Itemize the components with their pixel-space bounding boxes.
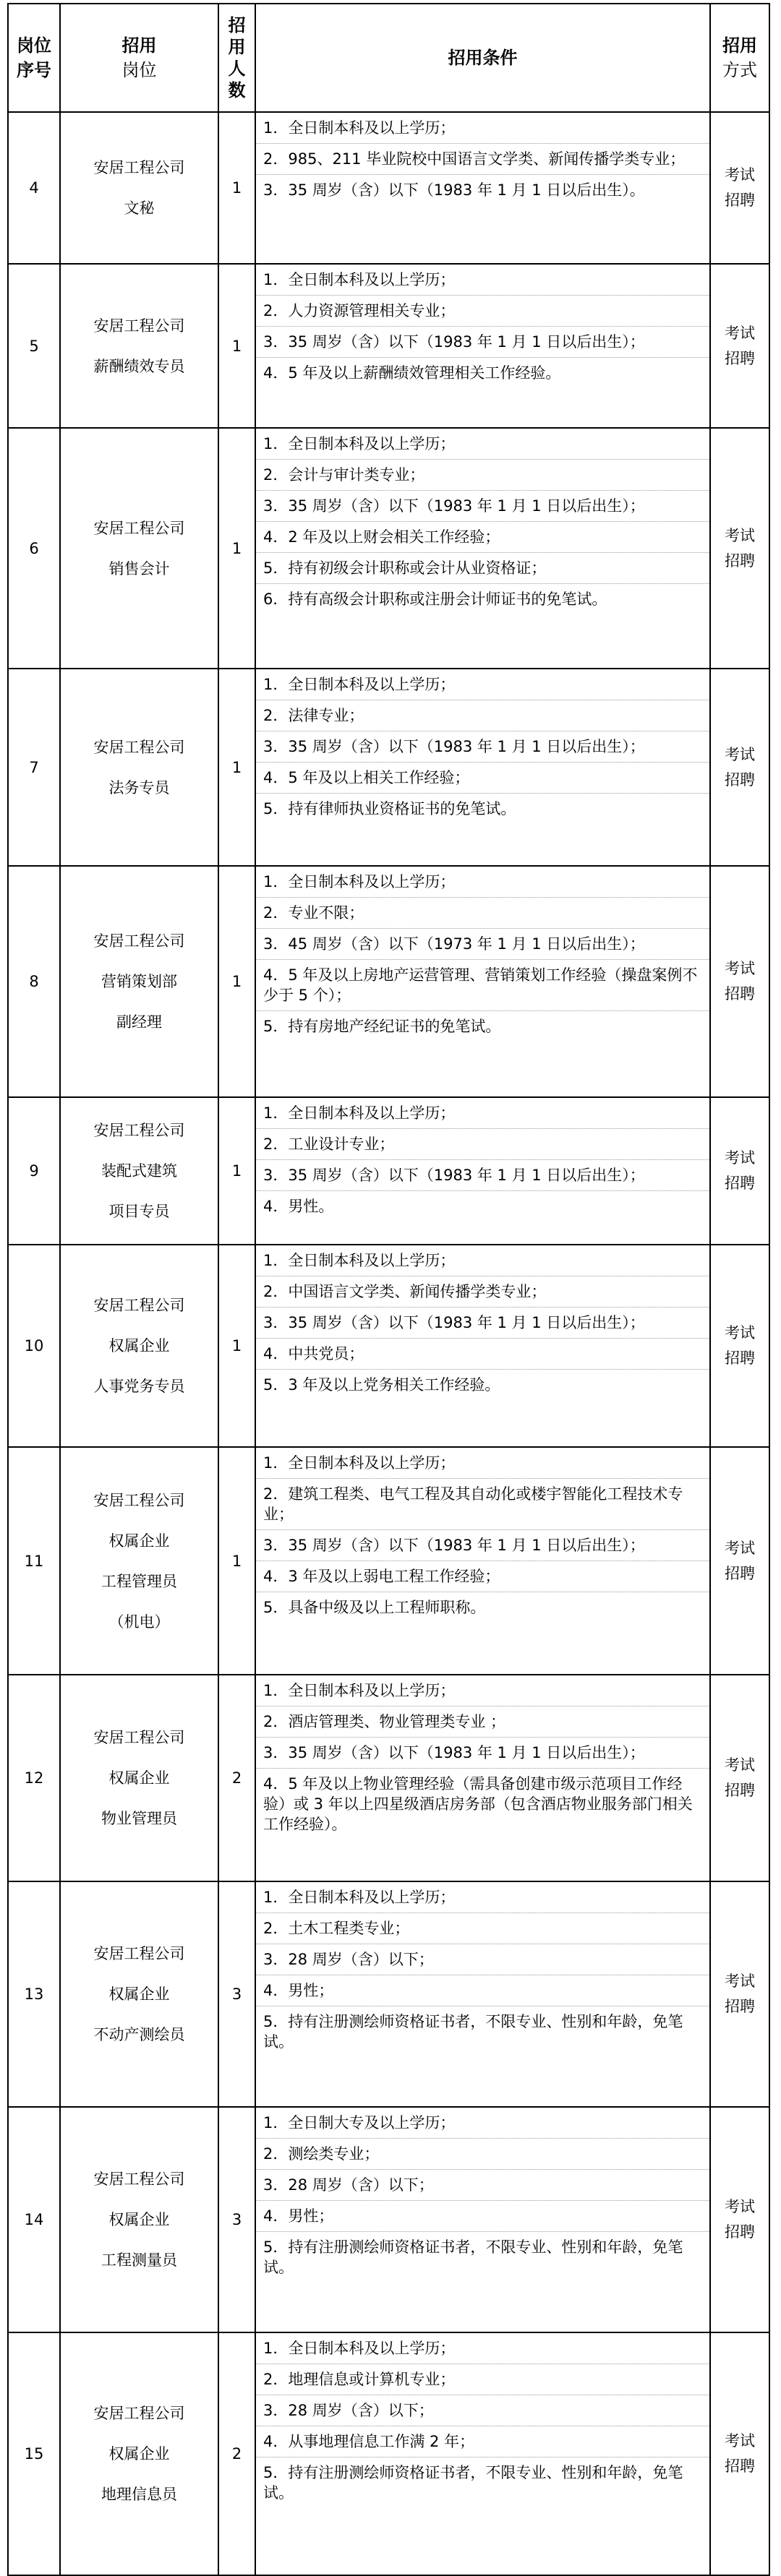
position-name: [60, 1245, 218, 1447]
conditions: [255, 2107, 710, 2332]
position-name-line: 安居工程公司: [93, 2405, 185, 2422]
position-name-line: 安居工程公司: [93, 159, 185, 176]
position-name-line: 权属企业: [108, 1985, 170, 2003]
hire-count: 1: [218, 866, 255, 1097]
position-no: 7: [8, 669, 60, 866]
hire-count: 2: [218, 1675, 255, 1881]
condition-item: 5．持有房地产经纪证书的免笔试。: [263, 1018, 501, 1035]
position-name-line: 安居工程公司: [93, 1729, 185, 1746]
position-no: 9: [8, 1097, 60, 1245]
condition-item: 3．28 周岁（含）以下；: [256, 2395, 709, 2426]
hire-count: 2: [218, 2332, 255, 2575]
conditions: [255, 669, 710, 866]
recruit-method-line: 招聘: [725, 551, 755, 570]
condition-item: 4．5 年及以上房地产运营管理、营销策划工作经验（操盘案例不少于 5 个）；: [256, 960, 709, 1011]
condition-item: 3．45 周岁（含）以下（1973 年 1 月 1 日以后出生）；: [256, 929, 709, 960]
position-name-line: 营销策划部: [101, 973, 177, 990]
recruit-method-line: 招聘: [725, 1175, 755, 1192]
recruit-method-line: 考试: [725, 1539, 755, 1557]
position-no: 10: [8, 1245, 60, 1447]
position-name-line: 安居工程公司: [93, 519, 185, 537]
position-name-line: 安居工程公司: [93, 1122, 185, 1139]
condition-item: 5．具备中级及以上工程师职称。: [263, 1599, 486, 1616]
table-row: [8, 1245, 769, 1447]
condition-item: 4．男性；: [256, 1975, 709, 2006]
hire-count: 3: [218, 1881, 255, 2107]
condition-item: 3．28 周岁（含）以下；: [256, 1944, 709, 1975]
position-no: 8: [8, 866, 60, 1097]
condition-item: 2．中国语言文学类、新闻传播学类专业；: [256, 1276, 709, 1308]
condition-item: 1．全日制大专及以上学历；: [256, 2108, 709, 2139]
position-name-line: 法务专员: [108, 778, 170, 797]
recruit-method-line: 招聘: [725, 2457, 755, 2475]
hire-count: 1: [218, 428, 255, 669]
condition-item: 3．35 周岁（含）以下（1983 年 1 月 1 日以后出生）；: [256, 327, 709, 358]
table-row: [8, 669, 769, 866]
recruit-method-line: 考试: [725, 1972, 755, 1990]
header-conditions: 招用条件: [255, 4, 710, 112]
recruit-method-line: 考试: [725, 324, 755, 342]
condition-item: 5．持有律师执业资格证书的免笔试。: [263, 800, 516, 817]
position-no: 5: [8, 264, 60, 428]
recruit-method-line: 招聘: [725, 1998, 755, 2015]
recruit-method-line: 招聘: [725, 2223, 755, 2241]
recruit-method-line: 招聘: [725, 1782, 755, 1799]
recruit-method: [710, 1447, 769, 1675]
conditions: [255, 428, 710, 669]
condition-item: 3．35 周岁（含）以下（1983 年 1 月 1 日以后出生）；: [256, 491, 709, 522]
hire-count: 1: [218, 1097, 255, 1245]
hire-count: 1: [218, 669, 255, 866]
conditions: [255, 112, 710, 264]
condition-item: 3．35 周岁（含）以下（1983 年 1 月 1 日以后出生）；: [256, 1160, 709, 1191]
recruit-method-line: 考试: [725, 1149, 755, 1167]
conditions: [255, 1881, 710, 2107]
condition-item: 2．法律专业；: [256, 700, 709, 731]
condition-item: 2．专业不限；: [256, 898, 709, 929]
table-row: [8, 112, 769, 264]
conditions: [255, 866, 710, 1097]
position-name: [60, 1097, 218, 1245]
position-no: 15: [8, 2332, 60, 2575]
header-method: 招用 方式: [710, 4, 769, 112]
condition-item: 4．2 年及以上财会相关工作经验；: [256, 522, 709, 553]
position-name: [60, 669, 218, 866]
position-name-line: 安居工程公司: [93, 1297, 185, 1314]
position-name: [60, 866, 218, 1097]
condition-item: 4．从事地理信息工作满 2 年；: [256, 2426, 709, 2457]
condition-item: 2．酒店管理类、物业管理类专业 ；: [256, 1706, 709, 1738]
position-name: [60, 1881, 218, 2107]
recruit-method: [710, 1675, 769, 1881]
recruit-method: [710, 112, 769, 264]
table-row: [8, 2332, 769, 2575]
position-name-line: 安居工程公司: [93, 738, 185, 756]
condition-item: 5．持有初级会计职称或会计从业资格证；: [256, 553, 709, 584]
recruit-method: [710, 428, 769, 669]
position-name: [60, 2332, 218, 2575]
condition-item: 1．全日制本科及以上学历；: [256, 113, 709, 144]
condition-item: 4．5 年及以上相关工作经验；: [256, 763, 709, 794]
conditions: [255, 1447, 710, 1675]
condition-item: 1．全日制本科及以上学历；: [256, 1882, 709, 1913]
table-row: [8, 1097, 769, 1245]
condition-item: 4．男性。: [263, 1198, 334, 1215]
condition-item: 1．全日制本科及以上学历；: [256, 429, 709, 460]
recruit-method: [710, 1097, 769, 1245]
conditions: [255, 2332, 710, 2575]
position-no: 13: [8, 1881, 60, 2107]
condition-item: 1．全日制本科及以上学历；: [256, 265, 709, 296]
condition-item: 1．全日制本科及以上学历；: [256, 2333, 709, 2364]
conditions: [255, 264, 710, 428]
position-name-line: 装配式建筑: [101, 1162, 177, 1180]
condition-item: 6．持有高级会计职称或注册会计师证书的免笔试。: [263, 591, 607, 608]
position-name-line: 安居工程公司: [93, 2171, 185, 2188]
header-count: 招 用 人 数: [218, 4, 255, 112]
recruit-method-line: 考试: [725, 745, 755, 763]
hire-count: 1: [218, 1447, 255, 1675]
conditions: [255, 1675, 710, 1881]
position-name-line: （机电）: [108, 1613, 170, 1631]
condition-item: 4．3 年及以上弱电工程工作经验；: [256, 1561, 709, 1592]
condition-item: 1．全日制本科及以上学历；: [256, 1675, 709, 1706]
condition-item: 2．985、211 毕业院校中国语言文学类、新闻传播学类专业；: [256, 144, 709, 175]
recruit-method-line: 考试: [725, 526, 755, 544]
table-row: [8, 1675, 769, 1881]
position-name-line: 销售会计: [108, 559, 170, 578]
position-name: [60, 112, 218, 264]
header-position-no: 岗位 序号: [8, 4, 60, 112]
condition-item: 5．3 年及以上党务相关工作经验。: [263, 1376, 500, 1394]
condition-item: 4．5 年及以上薪酬绩效管理相关工作经验。: [263, 364, 561, 382]
position-name-line: 安居工程公司: [93, 932, 185, 950]
conditions: [255, 1245, 710, 1447]
condition-item: 1．全日制本科及以上学历；: [256, 1448, 709, 1479]
condition-item: 3．35 周岁（含）以下（1983 年 1 月 1 日以后出生）；: [256, 1530, 709, 1561]
position-name-line: 权属企业: [108, 1337, 170, 1354]
position-no: 6: [8, 428, 60, 669]
position-name-line: 人事党务专员: [93, 1378, 185, 1395]
recruit-method-line: 考试: [725, 1756, 755, 1774]
condition-item: 3．35 周岁（含）以下（1983 年 1 月 1 日以后出生）；: [256, 1738, 709, 1769]
position-name: [60, 264, 218, 428]
table-row: [8, 264, 769, 428]
recruit-method: [710, 2107, 769, 2332]
position-name-line: 工程测量员: [101, 2251, 177, 2269]
condition-item: 3．35 周岁（含）以下（1983 年 1 月 1 日以后出生）；: [256, 1308, 709, 1339]
recruit-method: [710, 264, 769, 428]
position-no: 12: [8, 1675, 60, 1881]
table-row: [8, 866, 769, 1097]
position-name-line: 文秘: [124, 199, 155, 217]
recruit-method-line: 考试: [725, 960, 755, 977]
recruit-method: [710, 2332, 769, 2575]
recruit-method-line: 招聘: [725, 349, 755, 367]
recruit-method-line: 招聘: [725, 1564, 755, 1582]
position-name: [60, 428, 218, 669]
hire-count: 1: [218, 112, 255, 264]
condition-item: 1．全日制本科及以上学历；: [256, 1245, 709, 1276]
condition-item: 2．工业设计专业；: [256, 1129, 709, 1160]
position-no: 4: [8, 112, 60, 264]
condition-item: 2．测绘类专业；: [256, 2139, 709, 2170]
recruit-method: [710, 1245, 769, 1447]
position-name: [60, 2107, 218, 2332]
conditions: [255, 1097, 710, 1245]
position-name-line: 地理信息员: [101, 2486, 177, 2503]
position-name-line: 项目专员: [108, 1203, 170, 1220]
condition-item: 4．5 年及以上物业管理经验（需具备创建市级示范项目工作经验）或 3 年以上四星级酒店房务部（包含酒店物业服务部门相关工作经验）。: [263, 1775, 693, 1833]
recruit-method-line: 招聘: [725, 1349, 755, 1367]
recruit-method-line: 招聘: [725, 192, 755, 209]
condition-item: 3．28 周岁（含）以下；: [256, 2170, 709, 2201]
table-row: [8, 2107, 769, 2332]
recruit-method-line: 考试: [725, 2432, 755, 2450]
recruit-method-line: 招聘: [725, 985, 755, 1003]
condition-item: 1．全日制本科及以上学历；: [256, 669, 709, 700]
condition-item: 5．持有注册测绘师资格证书者，不限专业、性别和年龄，免笔试。: [263, 2464, 683, 2502]
position-name-line: 工程管理员: [101, 1572, 177, 1590]
hire-count: 3: [218, 2107, 255, 2332]
position-name-line: 安居工程公司: [93, 1491, 185, 1509]
table-row: [8, 428, 769, 669]
position-name-line: 安居工程公司: [93, 1945, 185, 1962]
recruit-method: [710, 866, 769, 1097]
recruitment-table: [7, 3, 770, 2576]
header-position: 招用 岗位: [60, 4, 218, 112]
position-no: 14: [8, 2107, 60, 2332]
position-no: 11: [8, 1447, 60, 1675]
condition-item: 1．全日制本科及以上学历；: [256, 867, 709, 898]
condition-item: 3．35 周岁（含）以下（1983 年 1 月 1 日以后出生）；: [256, 731, 709, 763]
position-name-line: 不动产测绘员: [93, 2026, 185, 2043]
recruit-method-line: 考试: [725, 166, 755, 184]
table-row: [8, 1447, 769, 1675]
condition-item: 5．持有注册测绘师资格证书者，不限专业、性别和年龄，免笔试。: [263, 2013, 683, 2051]
recruit-method-line: 招聘: [725, 770, 755, 789]
condition-item: 3．35 周岁（含）以下（1983 年 1 月 1 日以后出生）。: [263, 181, 645, 199]
condition-item: 5．持有注册测绘师资格证书者，不限专业、性别和年龄，免笔试。: [263, 2238, 683, 2276]
hire-count: 1: [218, 1245, 255, 1447]
recruit-method-line: 考试: [725, 2198, 755, 2215]
position-name-line: 权属企业: [108, 2211, 170, 2228]
condition-item: 4．男性；: [256, 2201, 709, 2232]
recruit-method: [710, 669, 769, 866]
position-name-line: 权属企业: [108, 1769, 170, 1787]
position-name-line: 副经理: [116, 1013, 162, 1031]
position-name-line: 安居工程公司: [93, 317, 185, 335]
position-name-line: 物业管理员: [101, 1810, 177, 1827]
condition-item: 2．地理信息或计算机专业；: [256, 2364, 709, 2395]
position-name: [60, 1675, 218, 1881]
condition-item: 2．土木工程类专业；: [256, 1913, 709, 1944]
position-name-line: 权属企业: [108, 2445, 170, 2463]
condition-item: 2．建筑工程类、电气工程及其自动化或楼宇智能化工程技术专业；: [256, 1479, 709, 1530]
position-name-line: 薪酬绩效专员: [93, 357, 185, 375]
position-name-line: 权属企业: [108, 1532, 170, 1550]
condition-item: 1．全日制本科及以上学历；: [256, 1098, 709, 1129]
condition-item: 4．中共党员；: [256, 1339, 709, 1370]
position-name: [60, 1447, 218, 1675]
recruit-method-line: 考试: [725, 1324, 755, 1341]
hire-count: 1: [218, 264, 255, 428]
table-row: [8, 1881, 769, 2107]
condition-item: 2．人力资源管理相关专业；: [256, 296, 709, 327]
recruit-method: [710, 1881, 769, 2107]
condition-item: 2．会计与审计类专业；: [256, 460, 709, 491]
table-header-row: [8, 4, 769, 112]
